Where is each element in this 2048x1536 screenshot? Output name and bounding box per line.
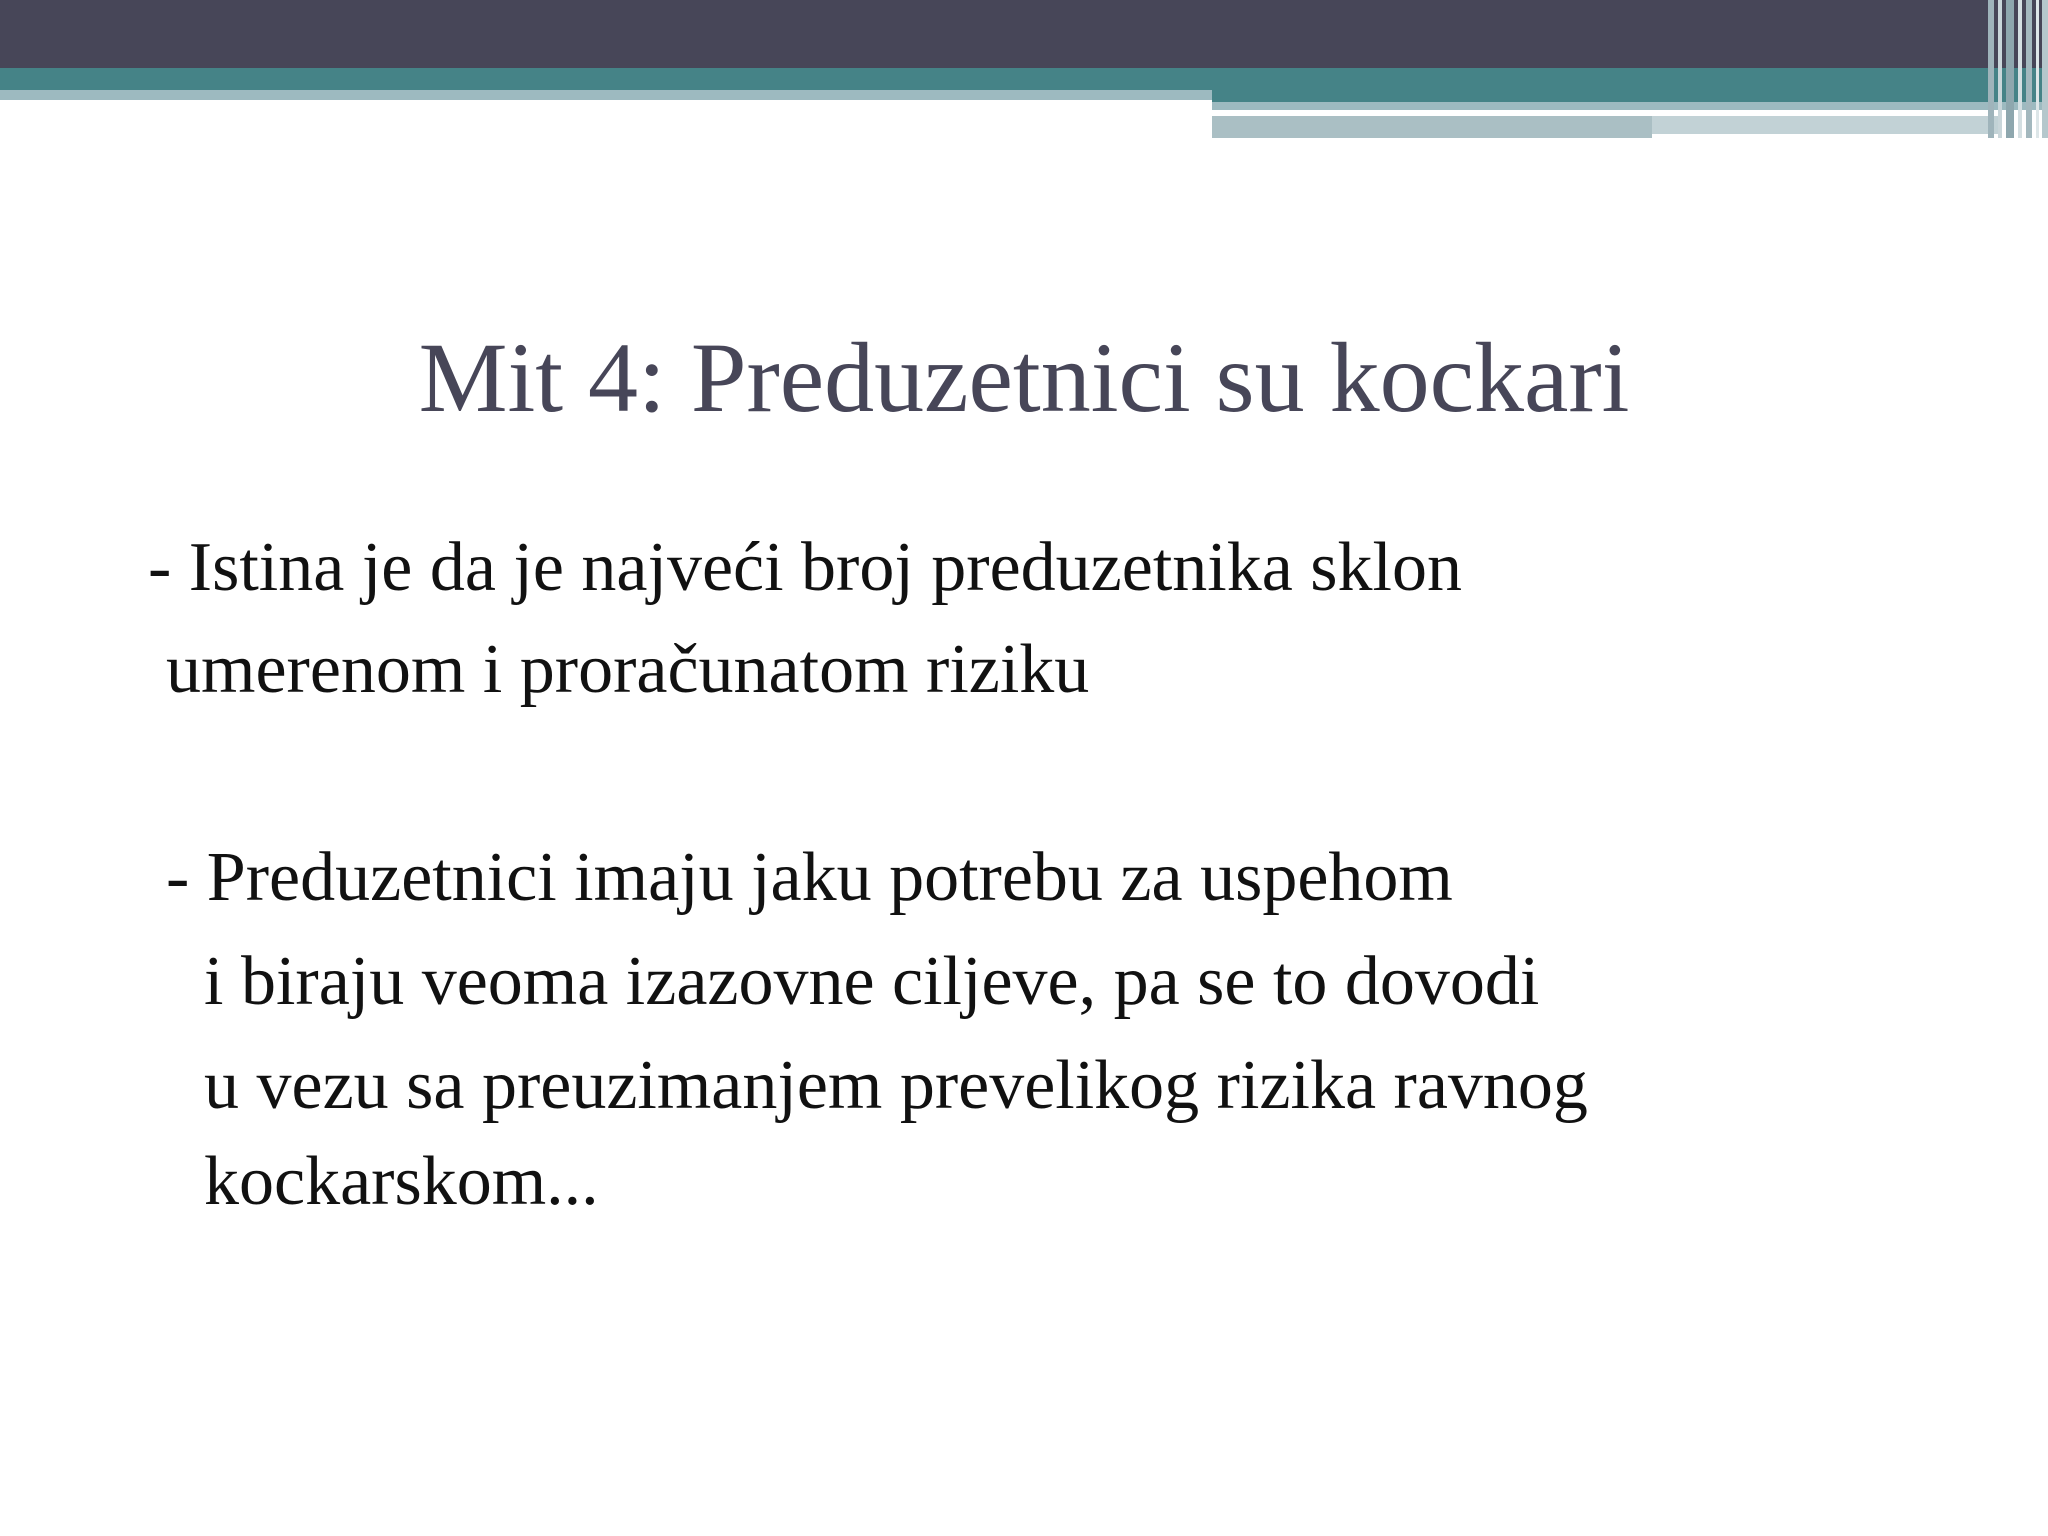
header-band-lower-gray-2 [1652, 116, 2002, 134]
slide-title: Mit 4: Preduzetnici su kockari [418, 322, 1630, 433]
header-band-teal-right [1212, 90, 2048, 102]
header-vertical-stripe [2042, 0, 2048, 138]
header-band-lower-gray [1212, 116, 1652, 138]
bullet-2-line-1: - Preduzetnici imaju jaku potrebu za uspehom [166, 839, 1453, 916]
bullet-1-line-1: - Istina je da je najveći broj preduzetnika sklon [148, 529, 1462, 606]
bullet-2-line-2: i biraju veoma izazovne ciljeve, pa se to dovodi [204, 943, 1540, 1020]
bullet-2-line-3: u vezu sa preuzimanjem prevelikog rizika ravnog [204, 1047, 1588, 1124]
header-vertical-stripe [2026, 0, 2032, 138]
header-vertical-stripe [2036, 0, 2039, 138]
header-vertical-stripe [1998, 0, 2002, 138]
header-vertical-stripe [1988, 0, 1994, 138]
header-band-light-left [0, 90, 1212, 100]
bullet-2-line-4: kockarskom... [204, 1143, 599, 1220]
header-band-dark [0, 0, 2048, 68]
bullet-1-line-2: umerenom i proračunatom riziku [166, 631, 1090, 708]
header-band-teal [0, 68, 2048, 90]
header-vertical-stripe [2018, 0, 2022, 138]
header-band-light-right [1212, 102, 2048, 110]
header-vertical-stripe [2006, 0, 2014, 138]
